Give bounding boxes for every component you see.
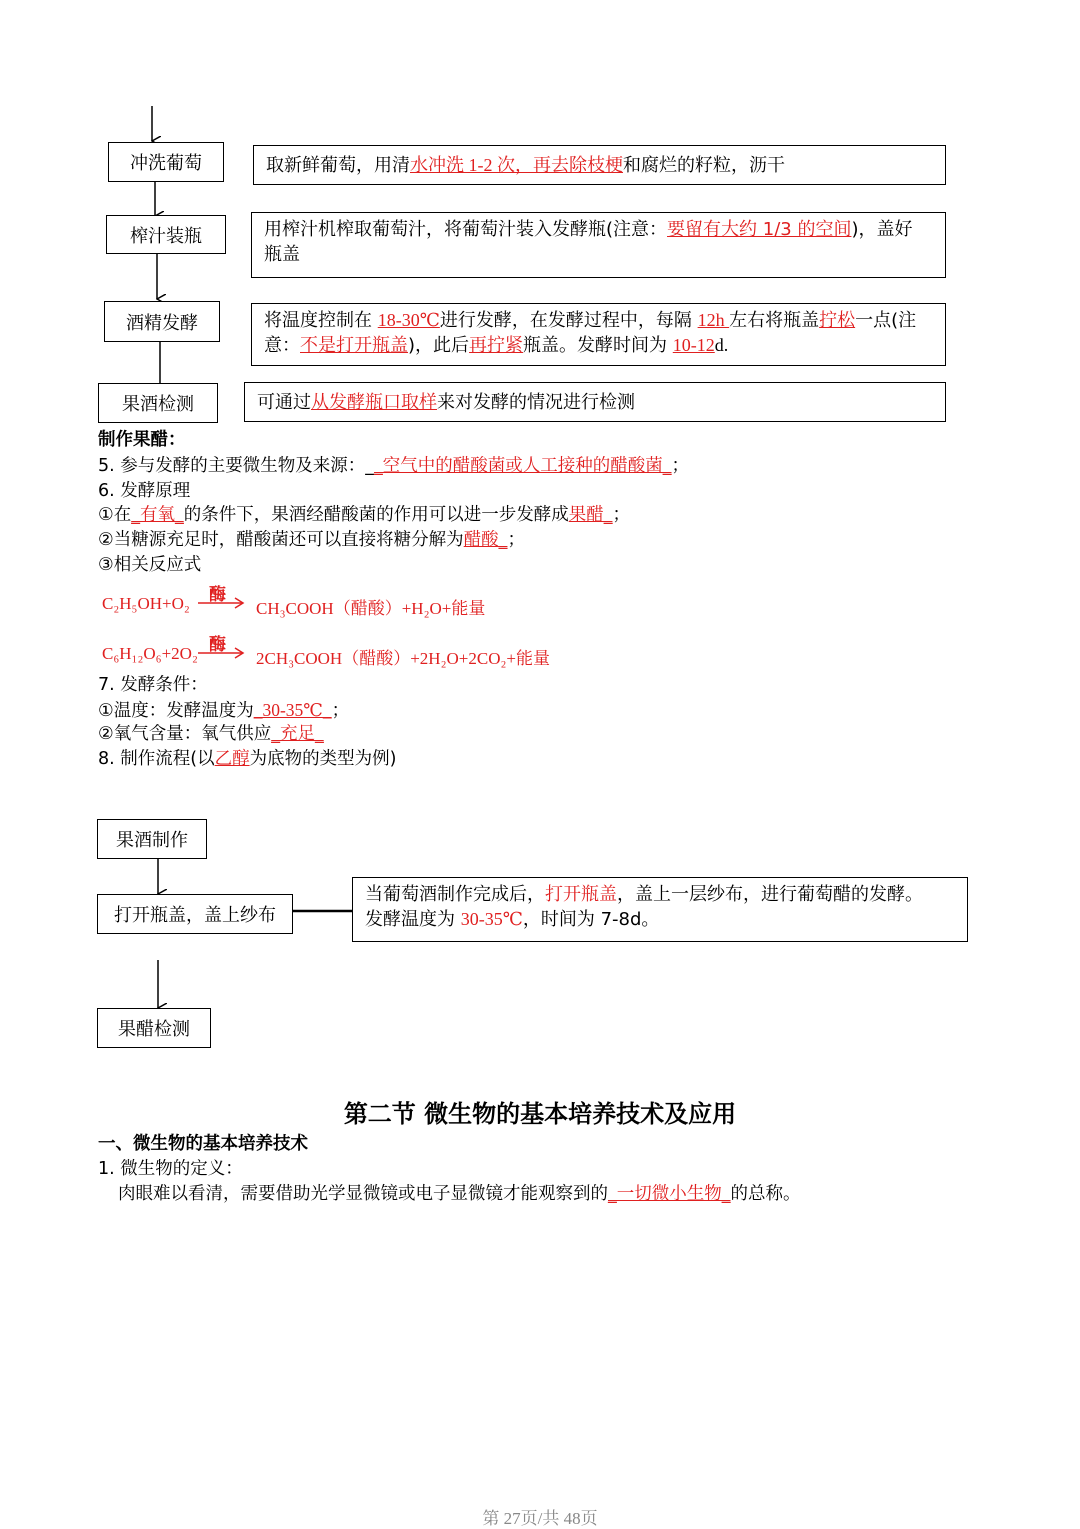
desc-juice: 用榨汁机榨取葡萄汁，将葡萄汁装入发酵瓶(注意：要留有大约 1/3 的空间)，盖好 瓶盖 [251, 212, 946, 278]
principle-2: ②当糖源充足时，醋酸菌还可以直接将糖分解为醋酸_； [98, 530, 525, 550]
step-wine-check: 果酒检测 [98, 383, 218, 423]
desc-wash: 取新鲜葡萄，用清水冲洗 1-2 次，再去除枝梗和腐烂的籽粒，沥干 [253, 145, 946, 185]
desc-ferment: 将温度控制在 18-30℃进行发酵，在发酵过程中，每隔 12h 左右将瓶盖拧松一点(注 意：不是打开瓶盖)，此后再拧紧瓶盖。发酵时间为 10-12d. [251, 303, 946, 366]
vstep-open-cover: 打开瓶盖，盖上纱布 [97, 894, 293, 934]
q5-line: 5. 参与发酵的主要微生物及来源：__空气中的醋酸菌或人工接种的醋酸菌_； [98, 456, 690, 476]
q8-line: 8. 制作流程(以乙醇为底物的类型为例) [98, 749, 397, 769]
principle-1: ①在_有氧_的条件下，果酒经醋酸菌的作用可以进一步发酵成果醋_； [98, 505, 630, 525]
cond-oxygen: ②氧气含量：氧气供应_充足_ [98, 724, 324, 744]
eq2-arrow [198, 646, 248, 660]
def-answer: 肉眼难以看清，需要借助光学显微镜或电子显微镜才能观察到的_一切微小生物_的总称。 [118, 1184, 801, 1204]
vinegar-note: 当葡萄酒制作完成后，打开瓶盖，盖上一层纱布，进行葡萄醋的发酵。 发酵温度为 30-35℃，时间为 7-8d。 [352, 877, 968, 942]
step-alcohol-ferment: 酒精发酵 [104, 301, 220, 342]
eq1-right: CH₃COOH（醋酸）+H₂O+能量 [256, 599, 486, 618]
eq1-left: C₂H₅OH+O₂ [102, 594, 190, 613]
section-title: 第二节 微生物的基本培养技术及应用 [343, 1100, 737, 1128]
step-juice-bottle: 榨汁装瓶 [106, 215, 226, 254]
eq2-enzyme: 酶 [209, 635, 226, 654]
q7-line: 7. 发酵条件： [98, 675, 208, 695]
principle-3: ③相关反应式 [98, 555, 202, 575]
section-subtitle: 一、微生物的基本培养技术 [98, 1134, 308, 1154]
desc-check: 可通过从发酵瓶口取样来对发酵的情况进行检测 [244, 382, 946, 422]
vstep-vinegar-check: 果醋检测 [97, 1008, 211, 1048]
cond-temp: ①温度：发酵温度为_30-35℃_； [98, 700, 350, 721]
eq2-right: 2CH₃COOH（醋酸）+2H₂O+2CO₂+能量 [256, 649, 550, 668]
def-question: 1. 微生物的定义： [98, 1159, 243, 1179]
page-footer: 第 27页/共 48页 [482, 1509, 598, 1528]
eq1-enzyme: 酶 [209, 585, 226, 604]
eq2-left: C₆H₁₂O₆+2O₂ [102, 644, 198, 663]
vinegar-heading: 制作果醋： [98, 430, 186, 450]
vstep-wine-make: 果酒制作 [97, 819, 207, 859]
q6-line: 6. 发酵原理 [98, 481, 191, 501]
step-wash-grapes: 冲洗葡萄 [108, 142, 224, 182]
eq1-arrow [198, 596, 248, 610]
